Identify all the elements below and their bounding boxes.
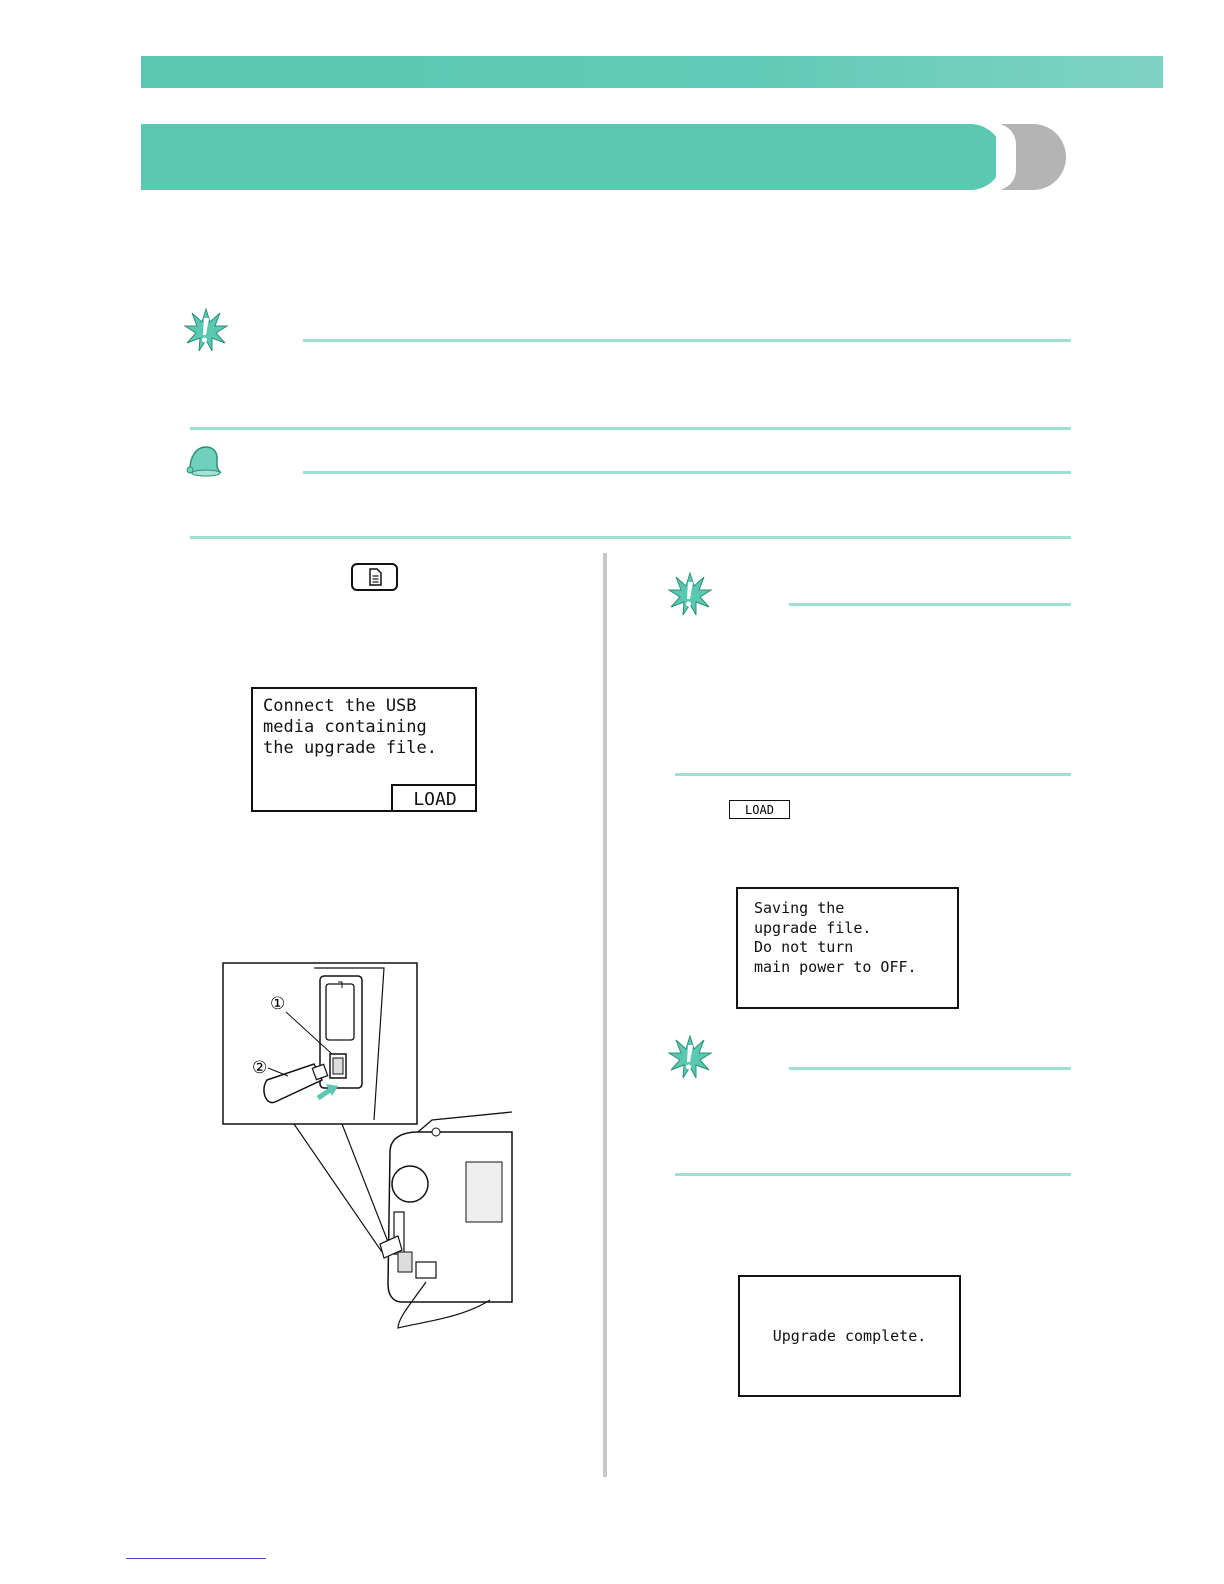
lcd-load-label: LOAD xyxy=(413,788,457,810)
lcd-upgrade-complete xyxy=(738,1275,961,1397)
memo-rule-bottom xyxy=(190,536,1071,539)
note-rule-bottom xyxy=(675,1173,1071,1176)
section-title-cap xyxy=(1002,124,1066,190)
note-rule-top xyxy=(789,1067,1071,1070)
section-title-bar xyxy=(141,124,1003,190)
lcd-saving xyxy=(736,887,959,1009)
callout-1: ① xyxy=(270,994,286,1014)
note-rule-bottom xyxy=(675,773,1071,776)
load-key-label: LOAD xyxy=(745,802,774,817)
memo-rule-top xyxy=(303,471,1071,474)
note-rule-top xyxy=(303,339,1071,342)
note-icon xyxy=(668,572,712,616)
usb-illustration xyxy=(222,962,522,1337)
file-key-button[interactable] xyxy=(351,563,398,591)
footer-link-underline[interactable] xyxy=(126,1558,266,1559)
lcd-line: Do not turn xyxy=(754,938,854,956)
note-icon xyxy=(668,1035,712,1079)
note-rule-bottom xyxy=(190,427,1071,430)
load-key-button[interactable] xyxy=(729,800,790,819)
lcd-line: Saving the xyxy=(754,899,845,917)
lcd-load-button[interactable] xyxy=(391,784,477,812)
bell-icon xyxy=(184,443,222,477)
lcd-line: upgrade file. xyxy=(754,918,872,937)
lcd-line: media containing xyxy=(263,717,427,737)
lcd-line: main power to OFF. xyxy=(754,957,917,976)
callout-2: ② xyxy=(252,1058,268,1078)
file-icon xyxy=(366,568,384,586)
lcd-line: Upgrade complete. xyxy=(772,1327,927,1345)
lcd-line: Connect the USB xyxy=(263,696,417,716)
note-rule-top xyxy=(789,603,1071,606)
header-band xyxy=(141,56,1163,88)
lcd-connect-usb xyxy=(251,687,477,812)
lcd-line: the upgrade file. xyxy=(263,738,437,758)
column-divider xyxy=(603,553,607,1477)
note-icon xyxy=(184,308,228,352)
